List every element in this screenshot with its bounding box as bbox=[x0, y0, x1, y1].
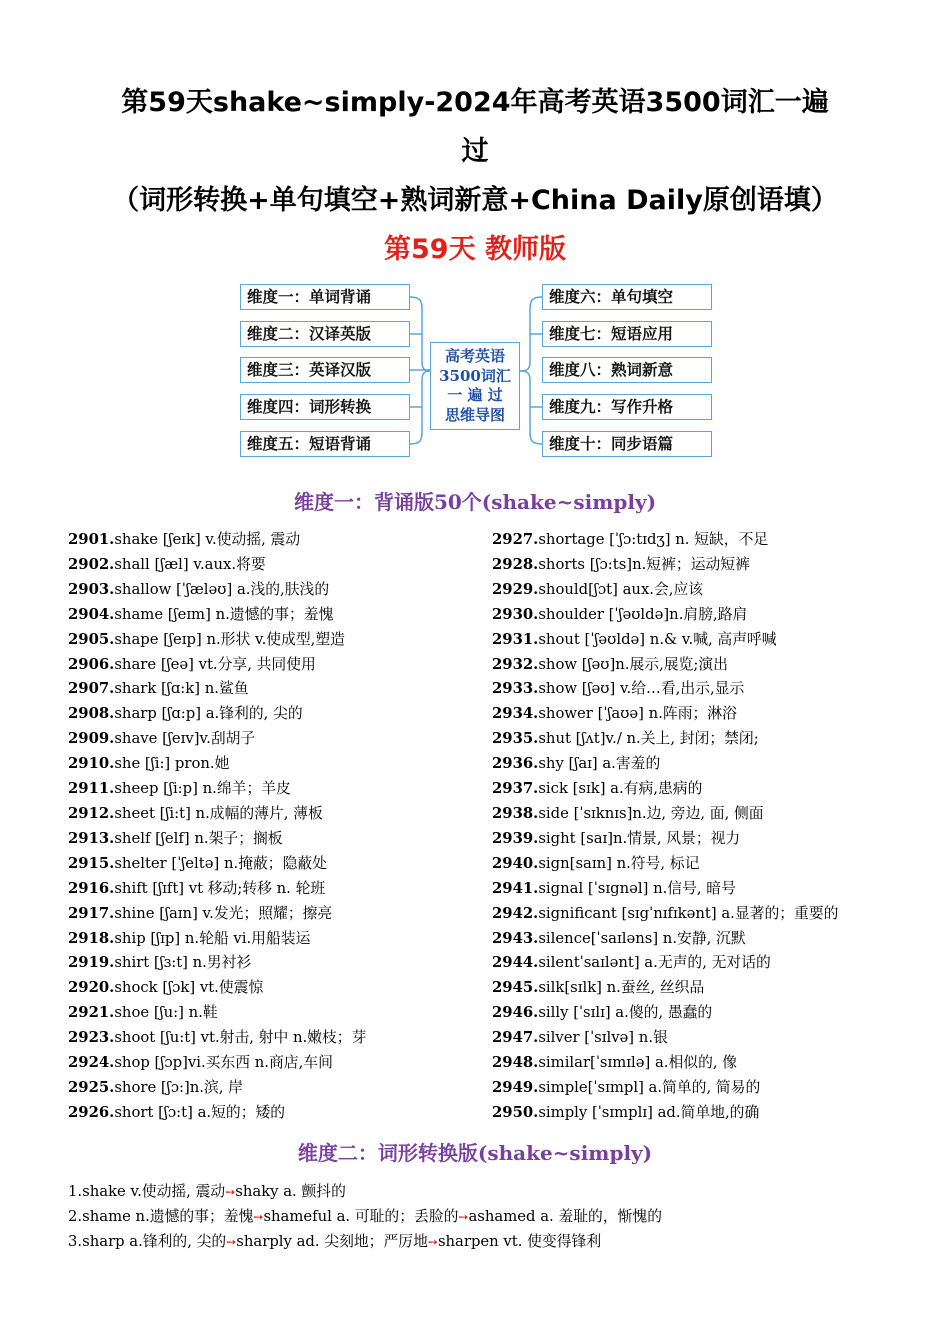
word-number: 2923. bbox=[68, 1029, 115, 1047]
arrow-icon: ➙ bbox=[225, 1185, 236, 1199]
word-number: 2921. bbox=[68, 1004, 115, 1022]
word-entry bbox=[492, 827, 838, 852]
mind-map-center bbox=[430, 342, 520, 430]
word-number: 2904. bbox=[68, 605, 115, 623]
word-form-text: ashamed a. 羞耻的，惭愧的 bbox=[468, 1207, 663, 1225]
mind-map-diagram bbox=[240, 282, 712, 460]
word-entry bbox=[68, 1051, 366, 1076]
word-text: sheet [ʃi:t] n.成幅的薄片, 薄板 bbox=[114, 804, 323, 822]
word-entry bbox=[68, 528, 366, 553]
word-form-text: shaky a. 颤抖的 bbox=[235, 1183, 346, 1200]
word-text: shark [ʃɑ:k] n.鲨鱼 bbox=[114, 680, 249, 698]
section-2-heading: 维度二：词形转换版(shake~simply) bbox=[297, 1141, 653, 1165]
word-form-text: shameful a. 可耻的；丢脸的 bbox=[263, 1207, 459, 1225]
word-number: 2946. bbox=[492, 1004, 539, 1022]
arrow-icon: ➙ bbox=[458, 1209, 469, 1224]
mind-map-node-1: 维度一：单词背诵 bbox=[240, 284, 410, 310]
word-entry bbox=[492, 1101, 838, 1126]
word-text: silk[sɪlk] n.蚕丝, 丝织品 bbox=[538, 979, 705, 997]
mind-map-node-2: 维度二：汉译英版 bbox=[240, 321, 410, 347]
word-text: shame [ʃeɪm] n.遗憾的事；羞愧 bbox=[114, 605, 334, 623]
word-form-text: 3.sharp a.锋利的, 尖的 bbox=[68, 1232, 227, 1250]
word-entry bbox=[68, 1101, 366, 1126]
word-number: 2915. bbox=[68, 854, 115, 872]
word-text: shake [ʃeɪk] v.使动摇, 震动 bbox=[114, 531, 301, 548]
mind-map-node-10: 维度十：同步语篇 bbox=[542, 431, 712, 457]
word-number: 2947. bbox=[492, 1029, 539, 1047]
center-line-4: 思维导图 bbox=[444, 405, 505, 424]
word-number: 2903. bbox=[68, 580, 115, 598]
word-number: 2948. bbox=[492, 1054, 539, 1072]
word-text: shape [ʃeɪp] n.形状 v.使成型,塑造 bbox=[114, 630, 345, 648]
word-text: shout [ˈʃəʊldə] n.& v.喊, 高声呼喊 bbox=[538, 630, 777, 648]
word-number: 2913. bbox=[68, 829, 115, 847]
word-entry bbox=[492, 877, 838, 902]
word-number: 2931. bbox=[492, 630, 539, 648]
word-entry bbox=[492, 1001, 838, 1026]
word-entry bbox=[68, 1001, 366, 1026]
word-entry bbox=[492, 578, 838, 603]
word-text: sheep [ʃi:p] n.绵羊；羊皮 bbox=[114, 780, 291, 798]
word-entry bbox=[68, 1076, 366, 1101]
word-text: short [ʃɔ:t] a.短的；矮的 bbox=[114, 1103, 286, 1121]
word-text: shop [ʃɔp]vi.买东西 n.商店,车间 bbox=[114, 1054, 333, 1072]
word-number: 2919. bbox=[68, 954, 115, 972]
arrow-icon: ➙ bbox=[226, 1234, 237, 1249]
word-text: shore [ʃɔ:]n.滨, 岸 bbox=[114, 1078, 243, 1096]
mind-map-node-9: 维度九：写作升格 bbox=[542, 394, 712, 420]
word-text: silentˈsaɪlənt] a.无声的, 无对话的 bbox=[538, 954, 771, 972]
word-form-text: 1.shake v.使动摇, 震动 bbox=[68, 1183, 226, 1200]
word-number: 2945. bbox=[492, 979, 539, 997]
word-number: 2930. bbox=[492, 605, 539, 623]
word-number: 2925. bbox=[68, 1078, 115, 1096]
word-text: shower [ˈʃaʊə] n.阵雨；淋浴 bbox=[538, 705, 737, 723]
word-text: shut [ʃʌt]v./ n.关上, 封闭；禁闭; bbox=[538, 730, 759, 748]
word-entry bbox=[492, 677, 838, 702]
word-number: 2918. bbox=[68, 929, 115, 947]
word-list-right bbox=[492, 528, 838, 1126]
word-number: 2917. bbox=[68, 904, 115, 922]
word-text: shallow [ˈʃæləʊ] a.浅的,肤浅的 bbox=[114, 580, 330, 598]
subtitle: 第59天 教师版 bbox=[384, 234, 566, 265]
word-entry bbox=[492, 528, 838, 553]
word-text: shy [ʃaɪ] a.害羞的 bbox=[538, 755, 661, 773]
word-text: silence[ˈsaɪləns] n.安静, 沉默 bbox=[538, 929, 746, 947]
word-entry bbox=[492, 802, 838, 827]
word-text: shall [ʃæl] v.aux.将要 bbox=[114, 555, 266, 573]
word-entry bbox=[492, 603, 838, 628]
word-number: 2944. bbox=[492, 954, 539, 972]
center-line-2: 3500词汇 bbox=[439, 366, 511, 385]
word-number: 2941. bbox=[492, 879, 539, 897]
mind-map-node-6: 维度六：单句填空 bbox=[542, 284, 712, 310]
arrow-icon: ➙ bbox=[253, 1209, 264, 1224]
word-text: simply [ˈsɪmplɪ] ad.简单地,的确 bbox=[538, 1103, 760, 1121]
word-entry bbox=[492, 628, 838, 653]
word-entry bbox=[492, 1076, 838, 1101]
word-text: ship [ʃɪp] n.轮船 vi.用船装运 bbox=[114, 929, 311, 947]
mind-map-node-7: 维度七：短语应用 bbox=[542, 321, 712, 347]
word-text: share [ʃeə] vt.分享, 共同使用 bbox=[114, 655, 316, 673]
word-text: simple[ˈsɪmpl] a.简单的, 简易的 bbox=[538, 1078, 761, 1096]
word-text: shirt [ʃɜ:t] n.男衬衫 bbox=[114, 954, 252, 972]
word-number: 2929. bbox=[492, 580, 539, 598]
word-entry bbox=[68, 802, 366, 827]
word-text: significant [sɪgˈnɪfɪkənt] a.显著的；重要的 bbox=[538, 904, 839, 922]
word-text: shoulder [ˈʃəʊldə]n.肩膀,路肩 bbox=[538, 605, 748, 623]
word-number: 2912. bbox=[68, 804, 115, 822]
word-entry bbox=[492, 702, 838, 727]
word-entry bbox=[492, 1051, 838, 1076]
word-entry bbox=[68, 1026, 366, 1051]
word-number: 2927. bbox=[492, 531, 539, 548]
word-text: shock [ʃɔk] vt.使震惊 bbox=[114, 979, 264, 997]
word-text: shine [ʃaɪn] v.发光；照耀；擦亮 bbox=[114, 904, 333, 922]
word-number: 2916. bbox=[68, 879, 115, 897]
word-number: 2936. bbox=[492, 755, 539, 773]
word-number: 2939. bbox=[492, 829, 539, 847]
word-text: shorts [ʃɔ:ts]n.短裤；运动短裤 bbox=[538, 555, 750, 573]
word-entry bbox=[492, 553, 838, 578]
word-text: shelter [ˈʃeltə] n.掩蔽；隐蔽处 bbox=[114, 854, 327, 872]
word-text: similar[ˈsɪmɪlə] a.相似的, 像 bbox=[538, 1054, 738, 1072]
word-text: signal [ˈsɪgnəl] n.信号, 暗号 bbox=[538, 879, 736, 897]
word-number: 2928. bbox=[492, 555, 539, 573]
word-text: shoot [ʃu:t] vt.射击, 射中 n.嫩枝；芽 bbox=[114, 1029, 367, 1047]
mind-map-node-8: 维度八：熟词新意 bbox=[542, 357, 712, 383]
word-entry bbox=[68, 951, 366, 976]
word-number: 2901. bbox=[68, 531, 115, 548]
word-entry bbox=[492, 927, 838, 952]
word-entry bbox=[492, 902, 838, 927]
word-number: 2905. bbox=[68, 630, 115, 648]
word-number: 2943. bbox=[492, 929, 539, 947]
section-1-heading: 维度一：背诵版50个(shake~simply) bbox=[293, 490, 657, 514]
word-number: 2934. bbox=[492, 705, 539, 723]
word-form-entry bbox=[68, 1205, 662, 1230]
word-entry bbox=[68, 852, 366, 877]
mind-map-node-3: 维度三：英译汉版 bbox=[240, 357, 410, 383]
word-text: shortage [ˈʃɔ:tɪdʒ] n. 短缺，不足 bbox=[538, 531, 769, 548]
word-entry bbox=[68, 827, 366, 852]
word-text: shave [ʃeɪv]v.刮胡子 bbox=[114, 730, 256, 748]
title-line-2: 过 bbox=[461, 136, 489, 167]
word-entry bbox=[68, 752, 366, 777]
mind-map-node-4: 维度四：词形转换 bbox=[240, 394, 410, 420]
word-number: 2942. bbox=[492, 904, 539, 922]
word-form-entry bbox=[68, 1230, 662, 1255]
word-list-left bbox=[68, 528, 366, 1126]
word-entry bbox=[68, 553, 366, 578]
word-number: 2932. bbox=[492, 655, 539, 673]
word-entry bbox=[68, 603, 366, 628]
word-number: 2933. bbox=[492, 680, 539, 698]
word-form-text: sharply ad. 尖刻地；严厉地 bbox=[236, 1232, 428, 1250]
word-number: 2910. bbox=[68, 755, 115, 773]
word-entry bbox=[68, 578, 366, 603]
word-text: silver [ˈsɪlvə] n.银 bbox=[538, 1029, 668, 1047]
word-number: 2949. bbox=[492, 1078, 539, 1096]
word-entry bbox=[68, 677, 366, 702]
word-text: side [ˈsɪknɪs]n.边, 旁边, 面, 侧面 bbox=[538, 804, 764, 822]
word-text: silly [ˈsɪlɪ] a.傻的, 愚蠢的 bbox=[538, 1004, 713, 1022]
word-entry bbox=[68, 927, 366, 952]
word-entry bbox=[68, 902, 366, 927]
word-form-text: sharpen vt. 使变得锋利 bbox=[437, 1232, 602, 1250]
word-entry bbox=[492, 976, 838, 1001]
word-number: 2940. bbox=[492, 854, 539, 872]
word-entry bbox=[68, 628, 366, 653]
word-text: show [ʃəʊ] v.给…看,出示,显示 bbox=[538, 680, 745, 698]
word-form-entry bbox=[68, 1180, 662, 1205]
center-line-1: 高考英语 bbox=[444, 347, 505, 365]
word-text: show [ʃəʊ]n.展示,展览;演出 bbox=[538, 655, 728, 673]
word-text: sick [sɪk] a.有病,患病的 bbox=[538, 780, 703, 798]
word-number: 2908. bbox=[68, 705, 115, 723]
word-number: 2907. bbox=[68, 680, 115, 698]
word-number: 2950. bbox=[492, 1103, 539, 1121]
word-number: 2902. bbox=[68, 555, 115, 573]
word-text: should[ʃɔt] aux.会,应该 bbox=[538, 580, 704, 598]
word-entry bbox=[68, 653, 366, 678]
word-text: shift [ʃɪft] vt 移动;转移 n. 轮班 bbox=[114, 879, 326, 897]
word-number: 2938. bbox=[492, 804, 539, 822]
title-line-3: （词形转换+单句填空+熟词新意+China Daily原创语填） bbox=[112, 185, 838, 216]
word-entry bbox=[492, 653, 838, 678]
word-text: she [ʃi:] pron.她 bbox=[114, 755, 230, 773]
word-number: 2911. bbox=[68, 780, 115, 798]
mind-map-node-5: 维度五：短语背诵 bbox=[240, 431, 410, 457]
word-entry bbox=[68, 777, 366, 802]
word-entry bbox=[492, 727, 838, 752]
word-entry bbox=[492, 852, 838, 877]
word-text: sight [saɪ]n.情景, 风景；视力 bbox=[538, 829, 741, 847]
arrow-icon: ➙ bbox=[427, 1234, 438, 1249]
word-entry bbox=[68, 976, 366, 1001]
word-number: 2909. bbox=[68, 730, 115, 748]
word-number: 2926. bbox=[68, 1103, 115, 1121]
word-entry bbox=[492, 777, 838, 802]
word-text: sign[saɪn] n.符号, 标记 bbox=[538, 854, 700, 872]
title-line-1: 第59天shake~simply-2024年高考英语3500词汇一遍 bbox=[121, 87, 829, 118]
word-number: 2906. bbox=[68, 655, 115, 673]
word-entry bbox=[68, 877, 366, 902]
word-text: shelf [ʃelf] n.架子；搁板 bbox=[114, 829, 283, 847]
word-form-text: 2.shame n.遗憾的事；羞愧 bbox=[68, 1207, 254, 1225]
word-entry bbox=[492, 1026, 838, 1051]
word-entry bbox=[492, 752, 838, 777]
document-title bbox=[60, 78, 890, 225]
word-text: sharp [ʃɑ:p] a.锋利的, 尖的 bbox=[114, 705, 303, 723]
word-entry bbox=[68, 702, 366, 727]
word-number: 2924. bbox=[68, 1054, 115, 1072]
word-forms-list bbox=[68, 1180, 662, 1255]
word-entry bbox=[68, 727, 366, 752]
word-number: 2937. bbox=[492, 780, 539, 798]
word-number: 2920. bbox=[68, 979, 115, 997]
word-entry bbox=[492, 951, 838, 976]
word-number: 2935. bbox=[492, 730, 539, 748]
word-text: shoe [ʃu:] n.鞋 bbox=[114, 1004, 218, 1022]
center-line-3: 一 遍 过 bbox=[447, 386, 503, 404]
